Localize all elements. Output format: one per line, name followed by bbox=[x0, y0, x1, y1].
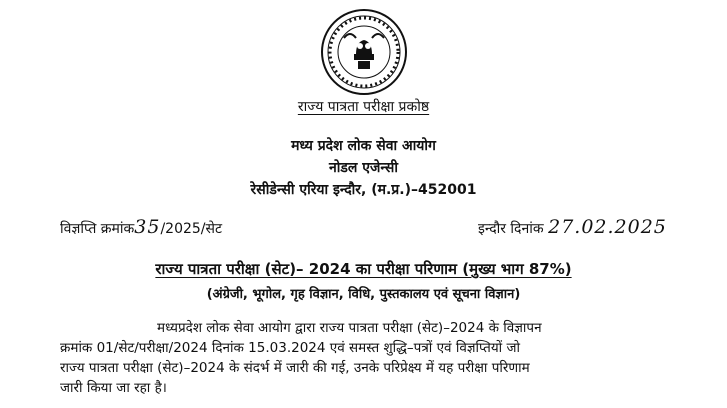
address: रेसीडेन्सी एरिया इन्दौर, (म.प्र.)–452001 bbox=[250, 182, 477, 198]
notice-body bbox=[60, 318, 680, 398]
notice-number bbox=[60, 216, 222, 238]
mppsc-emblem bbox=[320, 8, 408, 96]
cell-name: राज्य पात्रता परीक्षा प्रकोष्ठ bbox=[297, 99, 430, 115]
body-line: जारी किया जा रहा है। bbox=[60, 380, 167, 396]
body-line: राज्य पात्रता परीक्षा (सेट)–2024 के संदर्भ में जारी की गई, उनके परिप्रेक्ष्य में यह परीक्षा परिणाम bbox=[60, 360, 530, 376]
handwritten-date: 27.02.2025 bbox=[548, 216, 667, 238]
place-date-label: इन्दौर दिनांक bbox=[478, 221, 544, 237]
body-line: मध्यप्रदेश लोक सेवा आयोग द्वारा राज्य पात्रता परीक्षा (सेट)–2024 के विज्ञापन bbox=[157, 320, 542, 336]
notice-title: राज्य पात्रता परीक्षा (सेट)– 2024 का परीक्षा परिणाम (मुख्य भाग 87%) bbox=[155, 260, 572, 278]
commission-name: मध्य प्रदेश लोक सेवा आयोग bbox=[291, 138, 436, 154]
body-line: क्रमांक 01/सेट/परीक्षा/2024 दिनांक 15.03.2024 एवं समस्त शुद्धि–पत्रों एवं विज्ञप्तियों जो bbox=[60, 340, 520, 356]
notice-number-suffix: /2025/सेट bbox=[160, 221, 223, 237]
place-date bbox=[478, 216, 667, 238]
notice-number-prefix: विज्ञप्ति क्रमांक bbox=[60, 221, 135, 237]
handwritten-number: 35 bbox=[134, 216, 161, 238]
agency-name: नोडल एजेन्सी bbox=[329, 160, 398, 176]
notice-subjects: (अंग्रेजी, भूगोल, गृह विज्ञान, विधि, पुस्तकालय एवं सूचना विज्ञान) bbox=[206, 287, 521, 302]
